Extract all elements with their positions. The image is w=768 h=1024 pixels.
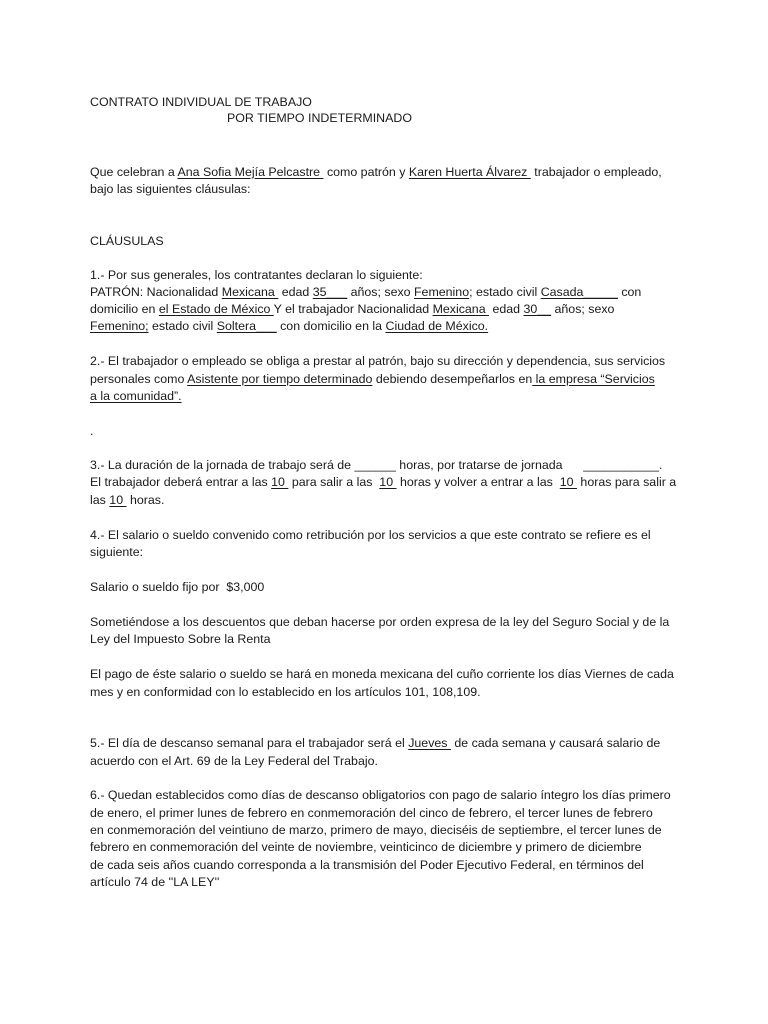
clause-1-line-3: domicilio en el Estado de México Y el trabajador Nacionalidad Mexicana edad 30__ años; sexo [90,302,615,316]
clause-6-line-1: 6.- Quedan establecidos como días de descanso obligatorios con pago de salario íntegro los días primero [90,788,671,802]
clausulas-heading: CLÁUSULAS [90,234,164,248]
descuentos-line-1: Sometiéndose a los descuentos que deban hacerse por orden expresa de la ley del Seguro Social y de la [90,615,670,629]
clause-2-line-3: a la comunidad”. [90,389,182,403]
trabajador-name: Karen Huerta Álvarez [408,165,531,179]
pago-line-1: El pago de éste salario o sueldo se hará en moneda mexicana del cuño corriente los días Viernes de cada [90,667,674,681]
contract-title: CONTRATO INDIVIDUAL DE TRABAJO [90,95,312,109]
clause-4-line-2: siguiente: [90,545,144,559]
clause-2-line-1: 2.- El trabajador o empleado se obliga a prestar al patrón, bajo su dirección y dependencia, sus servicios [90,354,666,368]
clause-6-line-3: en conmemoración del veintiuno de marzo, primero de mayo, dieciséis de septiembre, el tercer lunes de [90,823,662,837]
separator-dot: . [90,424,94,438]
clause-6-line-4: febrero en conmemoración del veinte de noviembre, veinticinco de diciembre y primero de diciembre [90,840,642,854]
clause-6-line-5: de cada seis años cuando corresponda a la transmisión del Poder Ejecutivo Federal, en términos del [90,858,644,872]
clause-6-line-6: artículo 74 de ''LA LEY'' [90,875,220,889]
clause-1-line-4: Femenino; estado civil Soltera___ con domicilio en la Ciudad de México. [90,319,489,333]
clause-3-line-1: 3.- La duración de la jornada de trabajo será de ______ horas, por tratarse de jornada ___________. [90,458,663,472]
intro-line-2: bajo las siguientes cláusulas: [90,182,251,196]
clause-3-line-2: El trabajador deberá entrar a las 10 para salir a las 10 horas y volver a entrar a las 10 horas para salir a [90,475,677,489]
clause-5-line-1: 5.- El día de descanso semanal para el trabajador será el Jueves de cada semana y causará salario de [90,736,661,750]
clause-5-line-2: acuerdo con el Art. 69 de la Ley Federal del Trabajo. [90,754,378,768]
contract-subtitle: POR TIEMPO INDETERMINADO [227,111,412,125]
salario-line: Salario o sueldo fijo por $3,000 [90,580,265,594]
clause-2-line-2: personales como Asistente por tiempo determinado debiendo desempeñarlos en la empresa “Servicios [90,372,655,386]
pago-line-2: mes y en conformidad con lo establecido en los artículos 101, 108,109. [90,685,481,699]
clause-3-line-3: las 10 horas. [90,493,165,507]
patron-name: Ana Sofia Mejía Pelcastre [177,165,324,179]
clause-1-line-1: 1.- Por sus generales, los contratantes declaran lo siguiente: [90,268,423,282]
descuentos-line-2: Ley del Impuesto Sobre la Renta [90,632,271,646]
clause-6-line-2: de enero, el primer lunes de febrero en conmemoración del cinco de febrero, el tercer lunes de febrero [90,806,653,820]
intro-line-1: Que celebran a Ana Sofia Mejía Pelcastre como patrón y Karen Huerta Álvarez trabajador o empleado, [90,165,662,179]
clause-1-line-2: PATRÓN: Nacionalidad Mexicana edad 35___ años; sexo Femenino; estado civil Casada_____ con [90,285,642,299]
clause-4-line-1: 4.- El salario o sueldo convenido como retribución por los servicios a que este contrato se refiere es el [90,528,651,542]
